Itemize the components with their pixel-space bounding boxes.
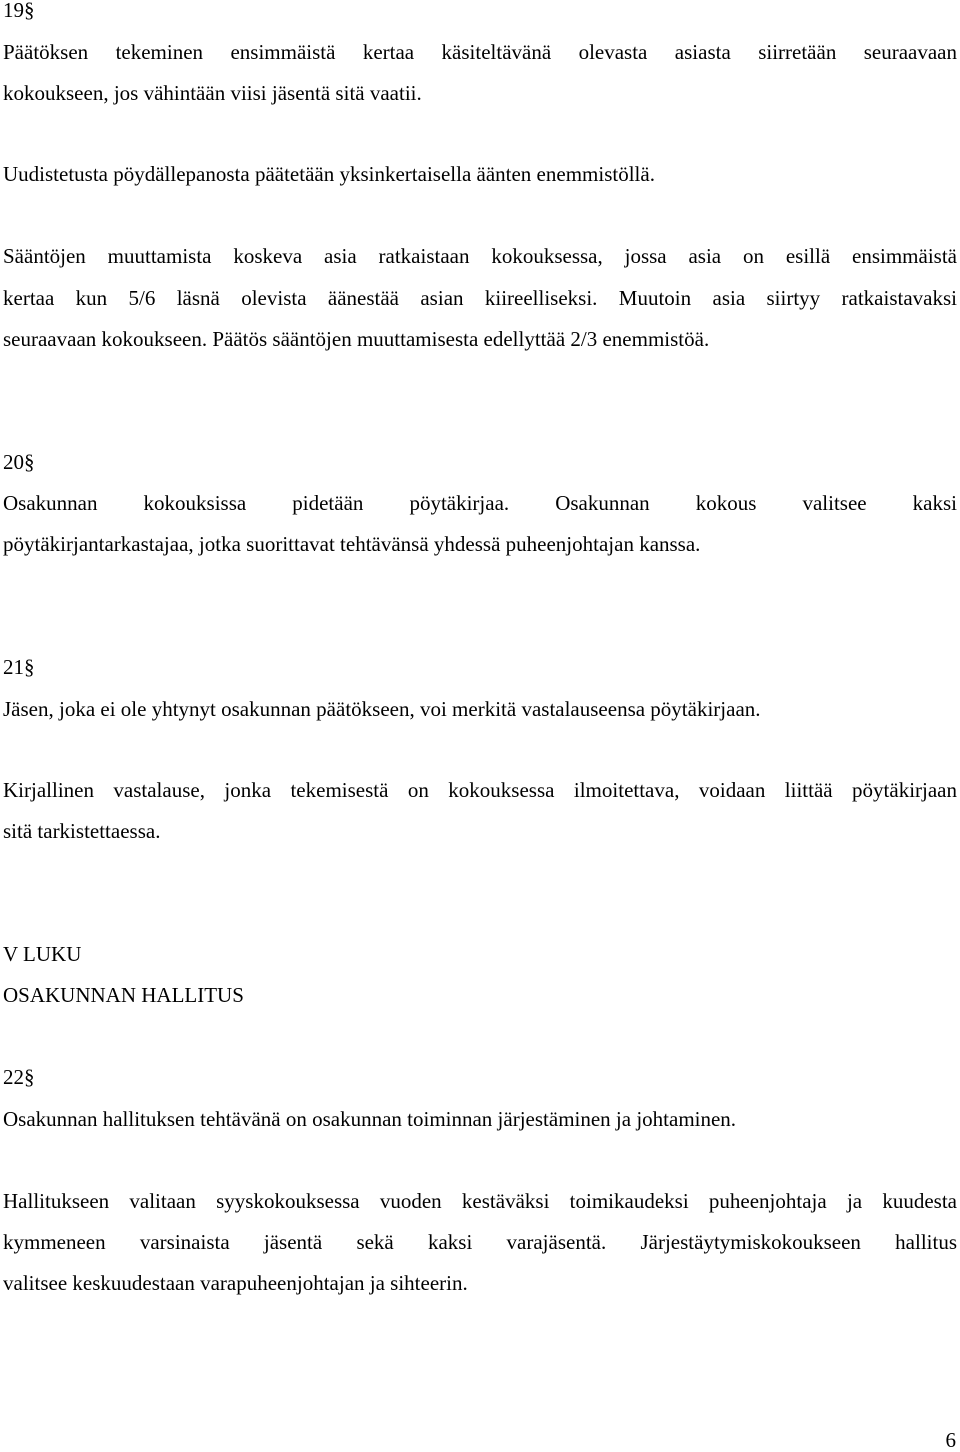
section-20-paragraph-1-line-1: Osakunnan kokouksissa pidetään pöytäkirjaa. Osakunnan kokous valitsee kaksi [3,491,957,515]
section-21-paragraph-2-line-1: Kirjallinen vastalause, jonka tekemisestä on kokouksessa ilmoitettava, voidaan liittää pöytäkirjaan [3,778,957,802]
section-22-paragraph-2-line-1: Hallitukseen valitaan syyskokouksessa vuoden kestäväksi toimikaudeksi puheenjohtaja ja kuudesta [3,1189,957,1213]
section-19-paragraph-2: Uudistetusta pöydällepanosta päätetään yksinkertaisella äänten enemmistöllä. [3,162,655,186]
section-number-22: 22§ [3,1065,35,1089]
section-19-paragraph-3-line-3: seuraavaan kokoukseen. Päätös sääntöjen muuttamisesta edellyttää 2/3 enemmistöä. [3,327,710,351]
section-20-paragraph-1-line-2: pöytäkirjantarkastajaa, jotka suorittavat tehtävänsä yhdessä puheenjohtajan kanssa. [3,532,701,556]
section-22-paragraph-1: Osakunnan hallituksen tehtävänä on osakunnan toiminnan järjestäminen ja johtaminen. [3,1107,737,1131]
section-19-paragraph-1-line-1: Päätöksen tekeminen ensimmäistä kertaa käsiteltävänä olevasta asiasta siirretään seuraavaan [3,40,957,64]
section-19-paragraph-3-line-2: kertaa kun 5/6 läsnä olevista äänestää asian kiireelliseksi. Muutoin asia siirtyy ratkaistavaksi [3,286,957,310]
section-19-paragraph-3-line-1: Sääntöjen muuttamista koskeva asia ratkaistaan kokouksessa, jossa asia on esillä ensimmäistä [3,244,957,268]
section-21-paragraph-2-line-2: sitä tarkistettaessa. [3,819,161,843]
chapter-subtitle: OSAKUNNAN HALLITUS [3,983,244,1007]
section-19-paragraph-1-line-2: kokoukseen, jos vähintään viisi jäsentä sitä vaatii. [3,81,422,105]
section-22-paragraph-2-line-3: valitsee keskuudestaan varapuheenjohtajan ja sihteerin. [3,1271,468,1295]
page-number: 6 [945,1428,956,1452]
section-number-21: 21§ [3,655,35,679]
section-number-19: 19§ [3,0,35,22]
chapter-title: V LUKU [3,942,82,966]
section-22-paragraph-2-line-2: kymmeneen varsinaista jäsentä sekä kaksi varajäsentä. Järjestäytymiskokoukseen hallitus [3,1230,957,1254]
section-number-20: 20§ [3,450,35,474]
section-21-paragraph-1: Jäsen, joka ei ole yhtynyt osakunnan päätökseen, voi merkitä vastalauseensa pöytäkirjaan. [3,697,761,721]
